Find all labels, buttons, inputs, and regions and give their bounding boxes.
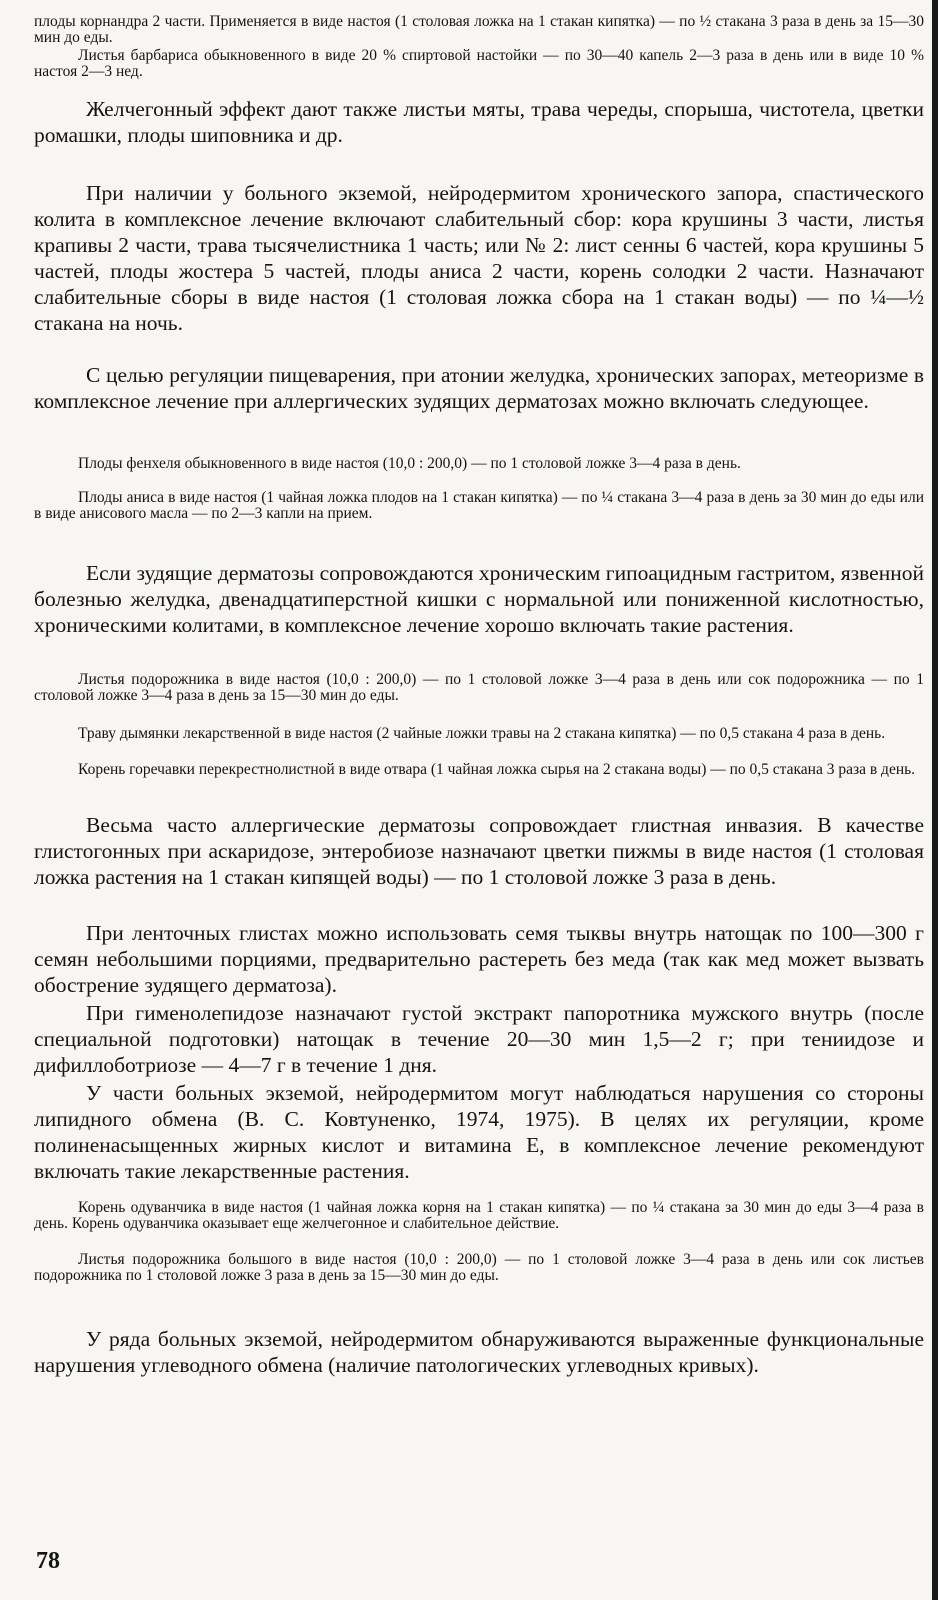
text-block-18 <box>34 1326 924 1406</box>
paragraph-digestion: С целью регуляции пищеварения, при атонии желудка, хронических запорах, метеоризме в комплексное лечение при аллергических зудящих дерматозах можно включать следующее. <box>34 363 924 413</box>
page-number: 78 <box>36 1548 60 1574</box>
text-block-4 <box>34 180 924 362</box>
page-edge-shadow <box>932 0 938 1600</box>
paragraph-helminths: Весьма часто аллергические дерматозы сопровождает глистная инвазия. В качестве глистогонных при аскаридозе, энтеробиозе назначают цветки пижмы в виде настоя (1 столовая ложка растения на 1 стакан кипящей воды) — по 1 столовой ложке 3 раза в день. <box>34 813 924 889</box>
paragraph-fern-extract: При гименолепидозе назначают густой экстракт папоротника мужского внутрь (после специальной подготовки) натощак в течение 20—30 мин 1,5—2 г; при тениидозе и дифиллоботриозе — 4—7 г в течение 1 дня. <box>34 1001 924 1077</box>
paragraph-lipid-metabolism: У части больных экземой, нейродермитом могут наблюдаться нарушения со стороны липидного обмена (В. С. Ковтуненко, 1974, 1975). В целях их регуляции, кроме полиненасыщенных жирных кислот и витамина Е, в комплексное лечение рекомендуют включать такие лекарственные растения. <box>34 1081 924 1183</box>
text-block-8 <box>34 560 924 666</box>
text-block-7 <box>34 490 924 546</box>
paragraph-pumpkin-seed: При ленточных глистах можно использовать семя тыквы внутрь натощак по 100—300 г семян небольшими порциями, предварительно растереть без меда (так как мед может вызвать обострение зудящего дерматоза). <box>34 921 924 997</box>
text-block-6 <box>34 456 924 490</box>
paragraph-gentian: Корень горечавки перекрестнолистной в виде отвара (1 чайная ложка сырья на 2 стакана воды) — по 0,5 стакана 3 раза в день. <box>78 762 916 778</box>
paragraph-barberry: Листья барбариса обыкновенного в виде 20 % спиртовой настойки — по 30—40 капель 2—3 раза в день или в виде 10 % настоя 2—3 нед. <box>34 48 924 80</box>
paragraph-fennel: Плоды фенхеля обыкновенного в виде настоя (10,0 : 200,0) — по 1 столовой ложке 3—4 раза в день. <box>78 456 741 472</box>
paragraph-laxative: При наличии у больного экземой, нейродермитом хронического запора, спастического колита в комплексное лечение включают слабительный сбор: кора крушины 3 части, листья крапивы 2 части, трава тысячелистника 1 часть; или № 2: лист сенны 6 частей, кора крушины 5 частей, плоды жостера 5 частей, плоды аниса 2 части, корень солодки 2 части. Назначают слабительные сборы в виде настоя (1 столовая ложка сбора на 1 стакан воды) — по ¼—½ стакана на ночь. <box>34 181 924 335</box>
paragraph-dandelion: Корень одуванчика в виде настоя (1 чайная ложка корня на 1 стакан кипятка) — по ¼ стакана за 30 мин до еды 3—4 раза в день. Корень одуванчика оказывает еще желчегонное и слабительное действие. <box>34 1200 924 1232</box>
text-block-5 <box>34 362 924 442</box>
paragraph-carbohydrate: У ряда больных экземой, нейродермитом обнаруживаются выраженные функциональные нарушения углеводного обмена (наличие патологических углеводных кривых). <box>34 1327 924 1377</box>
text-block-2 <box>34 48 924 86</box>
text-block-12 <box>34 812 924 920</box>
paragraph-plantain-large: Листья подорожника большого в виде настоя (10,0 : 200,0) — по 1 столовой ложке 3—4 раза в день или сок листьев подорожника по 1 столовой ложке 3 раза в день за 15—30 мин до еды. <box>34 1252 924 1284</box>
paragraph-plantain: Листья подорожника в виде настоя (10,0 : 200,0) — по 1 столовой ложке 3—4 раза в день или сок подорожника — по 1 столовой ложке 3—4 раза в день за 15—30 мин до еды. <box>34 672 924 704</box>
text-block-14 <box>34 1000 924 1080</box>
text-block-16 <box>34 1200 924 1252</box>
paragraph-fumitory: Траву дымянки лекарственной в виде настоя (2 чайные ложки травы на 2 стакана кипятка) — по 0,5 стакана 4 раза в день. <box>78 726 886 742</box>
text-block-15 <box>34 1080 924 1186</box>
paragraph-anise: Плоды аниса в виде настоя (1 чайная ложка плодов на 1 стакан кипятка) — по ¼ стакана 3—4 раза в день за 30 мин до еды или в виде анисового масла — по 2—3 капли на прием. <box>34 490 924 522</box>
text-block-9 <box>34 672 924 726</box>
text-block-13 <box>34 920 924 1000</box>
paragraph-gastritis: Если зудящие дерматозы сопровождаются хроническим гипоацидным гастритом, язвенной болезнью желудка, двенадцатиперстной кишки с нормальной или пониженной кислотностью, хроническими колитами, в комплексное лечение хорошо включать такие растения. <box>34 561 924 637</box>
paragraph-fennel-coriander: плоды корнандра 2 части. Применяется в виде настоя (1 столовая ложка на 1 стакан кипятка) — по ½ стакана 3 раза в день за 15—30 мин до еды. <box>34 14 924 46</box>
text-block-3 <box>34 96 924 174</box>
text-block-10 <box>34 726 924 762</box>
text-block-17 <box>34 1252 924 1306</box>
paragraph-choleretic: Желчегонный эффект дают также листьи мяты, трава череды, спорыша, чистотела, цветки ромашки, плоды шиповника и др. <box>34 97 924 147</box>
text-block-11 <box>34 762 924 798</box>
text-block-1 <box>34 14 924 48</box>
